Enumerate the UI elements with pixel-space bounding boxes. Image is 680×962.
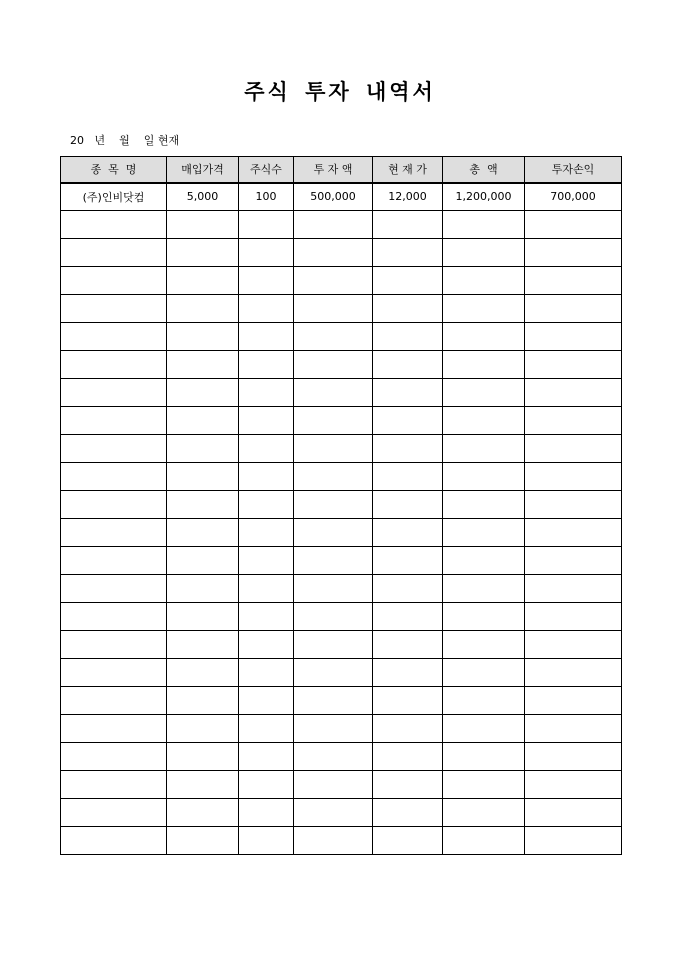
stock-name-cell [61, 519, 167, 547]
header-current-price: 현 재 가 [373, 157, 443, 183]
purchase-price-cell [167, 267, 239, 295]
stock-name-cell [61, 239, 167, 267]
table-row [61, 547, 622, 575]
investment-amount-cell [294, 575, 373, 603]
investment-amount-cell [294, 547, 373, 575]
stock-name-cell [61, 715, 167, 743]
investment-amount-cell [294, 295, 373, 323]
table-row [61, 743, 622, 771]
share-count-cell [239, 687, 294, 715]
total-amount-cell [443, 379, 525, 407]
current-price-cell [373, 603, 443, 631]
profit-loss-cell [525, 743, 622, 771]
current-price-cell [373, 407, 443, 435]
header-investment-amount: 투 자 액 [294, 157, 373, 183]
stock-name-cell [61, 295, 167, 323]
stock-name-cell: (주)인비닷컴 [61, 183, 167, 211]
stock-name-cell [61, 379, 167, 407]
share-count-cell [239, 491, 294, 519]
investment-amount-cell [294, 659, 373, 687]
investment-amount-cell [294, 407, 373, 435]
profit-loss-cell [525, 659, 622, 687]
table-row [61, 435, 622, 463]
share-count-cell [239, 239, 294, 267]
stock-name-cell [61, 603, 167, 631]
total-amount-cell [443, 463, 525, 491]
stock-name-cell [61, 323, 167, 351]
current-price-cell [373, 715, 443, 743]
profit-loss-cell [525, 295, 622, 323]
table-row [61, 407, 622, 435]
current-price-cell [373, 547, 443, 575]
current-price-cell [373, 799, 443, 827]
current-price-cell [373, 491, 443, 519]
table-row [61, 519, 622, 547]
investment-amount-cell [294, 771, 373, 799]
stock-name-cell [61, 351, 167, 379]
total-amount-cell [443, 435, 525, 463]
stock-name-cell [61, 575, 167, 603]
purchase-price-cell [167, 547, 239, 575]
header-total-amount: 총 액 [443, 157, 525, 183]
table-row [61, 827, 622, 855]
current-price-cell [373, 351, 443, 379]
investment-amount-cell [294, 687, 373, 715]
table-body [61, 183, 622, 855]
date-line: 20 년 월 일 현재 [70, 134, 180, 147]
current-price-cell [373, 771, 443, 799]
investment-amount-cell [294, 827, 373, 855]
total-amount-cell [443, 771, 525, 799]
share-count-cell [239, 715, 294, 743]
total-amount-cell [443, 715, 525, 743]
current-price-cell [373, 239, 443, 267]
purchase-price-cell [167, 435, 239, 463]
total-amount-cell [443, 575, 525, 603]
profit-loss-cell [525, 631, 622, 659]
current-price-cell [373, 687, 443, 715]
header-stock-name: 종 목 명 [61, 157, 167, 183]
total-amount-cell: 1,200,000 [443, 183, 525, 211]
purchase-price-cell [167, 659, 239, 687]
share-count-cell [239, 295, 294, 323]
purchase-price-cell [167, 631, 239, 659]
current-price-cell [373, 659, 443, 687]
investment-amount-cell [294, 267, 373, 295]
share-count-cell [239, 743, 294, 771]
total-amount-cell [443, 547, 525, 575]
table-row [61, 575, 622, 603]
share-count-cell [239, 547, 294, 575]
purchase-price-cell [167, 239, 239, 267]
table-row [61, 211, 622, 239]
table-row [61, 603, 622, 631]
table-row [61, 351, 622, 379]
total-amount-cell [443, 491, 525, 519]
purchase-price-cell [167, 463, 239, 491]
share-count-cell [239, 379, 294, 407]
header-share-count: 주식수 [239, 157, 294, 183]
total-amount-cell [443, 659, 525, 687]
investment-amount-cell [294, 379, 373, 407]
total-amount-cell [443, 631, 525, 659]
total-amount-cell [443, 407, 525, 435]
investment-amount-cell [294, 351, 373, 379]
total-amount-cell [443, 743, 525, 771]
total-amount-cell [443, 519, 525, 547]
total-amount-cell [443, 239, 525, 267]
current-price-cell [373, 463, 443, 491]
table-row [61, 267, 622, 295]
purchase-price-cell [167, 771, 239, 799]
investment-amount-cell [294, 743, 373, 771]
investment-amount-cell: 500,000 [294, 183, 373, 211]
stock-name-cell [61, 435, 167, 463]
stock-name-cell [61, 267, 167, 295]
total-amount-cell [443, 351, 525, 379]
profit-loss-cell [525, 771, 622, 799]
share-count-cell [239, 659, 294, 687]
profit-loss-cell [525, 407, 622, 435]
stock-name-cell [61, 547, 167, 575]
profit-loss-cell [525, 827, 622, 855]
table-row [61, 771, 622, 799]
share-count-cell [239, 631, 294, 659]
profit-loss-cell [525, 603, 622, 631]
purchase-price-cell: 5,000 [167, 183, 239, 211]
purchase-price-cell [167, 407, 239, 435]
profit-loss-cell [525, 519, 622, 547]
total-amount-cell [443, 211, 525, 239]
investment-table [60, 156, 622, 855]
total-amount-cell [443, 687, 525, 715]
investment-amount-cell [294, 491, 373, 519]
table-row [61, 687, 622, 715]
share-count-cell: 100 [239, 183, 294, 211]
profit-loss-cell [525, 267, 622, 295]
investment-amount-cell [294, 435, 373, 463]
total-amount-cell [443, 323, 525, 351]
profit-loss-cell: 700,000 [525, 183, 622, 211]
stock-name-cell [61, 799, 167, 827]
share-count-cell [239, 351, 294, 379]
stock-name-cell [61, 407, 167, 435]
purchase-price-cell [167, 295, 239, 323]
share-count-cell [239, 407, 294, 435]
total-amount-cell [443, 827, 525, 855]
purchase-price-cell [167, 491, 239, 519]
investment-amount-cell [294, 631, 373, 659]
profit-loss-cell [525, 491, 622, 519]
header-profit-loss: 투자손익 [525, 157, 622, 183]
current-price-cell [373, 435, 443, 463]
investment-amount-cell [294, 463, 373, 491]
purchase-price-cell [167, 827, 239, 855]
table-row [61, 799, 622, 827]
stock-name-cell [61, 659, 167, 687]
total-amount-cell [443, 603, 525, 631]
table-row [61, 295, 622, 323]
current-price-cell [373, 323, 443, 351]
investment-amount-cell [294, 239, 373, 267]
stock-name-cell [61, 687, 167, 715]
purchase-price-cell [167, 743, 239, 771]
share-count-cell [239, 575, 294, 603]
header-purchase-price: 매입가격 [167, 157, 239, 183]
stock-name-cell [61, 491, 167, 519]
share-count-cell [239, 463, 294, 491]
share-count-cell [239, 827, 294, 855]
profit-loss-cell [525, 715, 622, 743]
current-price-cell [373, 631, 443, 659]
total-amount-cell [443, 295, 525, 323]
profit-loss-cell [525, 687, 622, 715]
current-price-cell [373, 575, 443, 603]
investment-amount-cell [294, 715, 373, 743]
stock-name-cell [61, 631, 167, 659]
stock-name-cell [61, 463, 167, 491]
profit-loss-cell [525, 351, 622, 379]
purchase-price-cell [167, 351, 239, 379]
current-price-cell [373, 295, 443, 323]
investment-amount-cell [294, 603, 373, 631]
table-row [61, 491, 622, 519]
current-price-cell [373, 211, 443, 239]
current-price-cell [373, 519, 443, 547]
table-row [61, 239, 622, 267]
profit-loss-cell [525, 435, 622, 463]
table-row [61, 463, 622, 491]
table-row [61, 631, 622, 659]
table-row [61, 659, 622, 687]
purchase-price-cell [167, 519, 239, 547]
document-title: 주식 투자 내역서 [244, 79, 436, 104]
investment-amount-cell [294, 799, 373, 827]
table-row [61, 183, 622, 211]
stock-name-cell [61, 743, 167, 771]
profit-loss-cell [525, 575, 622, 603]
profit-loss-cell [525, 379, 622, 407]
total-amount-cell [443, 799, 525, 827]
table-header-row [61, 157, 622, 183]
share-count-cell [239, 323, 294, 351]
purchase-price-cell [167, 211, 239, 239]
table-row [61, 323, 622, 351]
purchase-price-cell [167, 379, 239, 407]
table-row [61, 715, 622, 743]
profit-loss-cell [525, 239, 622, 267]
purchase-price-cell [167, 323, 239, 351]
share-count-cell [239, 435, 294, 463]
current-price-cell: 12,000 [373, 183, 443, 211]
investment-amount-cell [294, 211, 373, 239]
investment-amount-cell [294, 519, 373, 547]
stock-name-cell [61, 211, 167, 239]
purchase-price-cell [167, 687, 239, 715]
purchase-price-cell [167, 575, 239, 603]
profit-loss-cell [525, 211, 622, 239]
total-amount-cell [443, 267, 525, 295]
share-count-cell [239, 771, 294, 799]
share-count-cell [239, 267, 294, 295]
share-count-cell [239, 603, 294, 631]
purchase-price-cell [167, 799, 239, 827]
investment-amount-cell [294, 323, 373, 351]
current-price-cell [373, 743, 443, 771]
purchase-price-cell [167, 603, 239, 631]
profit-loss-cell [525, 547, 622, 575]
current-price-cell [373, 267, 443, 295]
profit-loss-cell [525, 799, 622, 827]
current-price-cell [373, 379, 443, 407]
current-price-cell [373, 827, 443, 855]
share-count-cell [239, 799, 294, 827]
share-count-cell [239, 211, 294, 239]
stock-name-cell [61, 771, 167, 799]
table-row [61, 379, 622, 407]
purchase-price-cell [167, 715, 239, 743]
profit-loss-cell [525, 463, 622, 491]
profit-loss-cell [525, 323, 622, 351]
stock-name-cell [61, 827, 167, 855]
share-count-cell [239, 519, 294, 547]
